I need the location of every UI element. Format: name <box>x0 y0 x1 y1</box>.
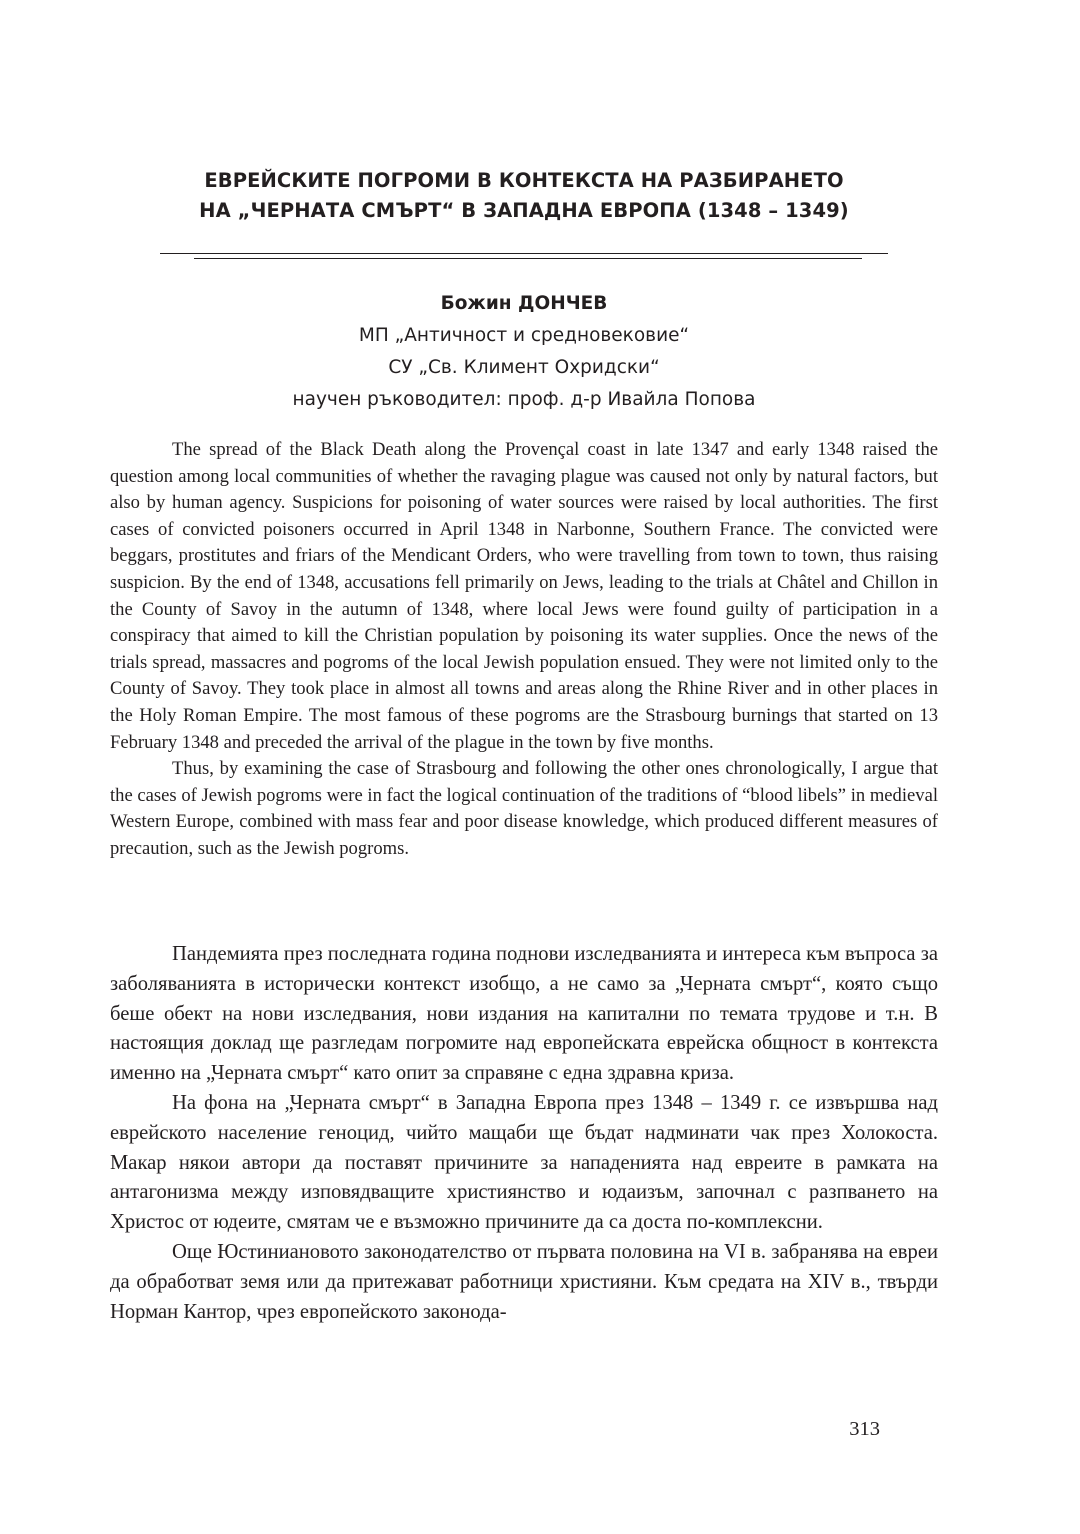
author-program: МП „Античност и средновековие“ <box>358 325 690 346</box>
author-university: СУ „Св. Климент Охридски“ <box>388 357 660 378</box>
author-name: Божин ДОНЧЕВ <box>440 293 608 314</box>
body-paragraph: Пандемията през последната година поднови изследванията и интереса към въпроса за заболяванията в исторически контекст изобщо, а не само за „Черната смърт“, която също беше обект на нови изследвания, нови издания на капитални по темата трудове и т.н. В настоящия доклад ще разгледам погромите над европейската еврейска общност в контекста именно на „Черната смърт“ като опит за справяне с една здравна криза. <box>110 943 938 1085</box>
title-divider-bottom <box>194 258 862 259</box>
author-block <box>110 288 938 416</box>
article-title <box>110 166 938 226</box>
title-divider-top <box>160 253 888 254</box>
abstract <box>110 437 938 863</box>
body-paragraph: На фона на „Черната смърт“ в Западна Европа през 1348 – 1349 г. се извършва над еврейското население геноцид, чийто мащаби ще бъдат надминати чак през Холокоста. Макар някои автори да поставят причините за нападенията над евреите в рамката на антагонизма между изповядващите християнство и юдаизъм, започнал с разпването на Христос от юдеите, смятам че е възможно причините да са доста по-комплексни. <box>110 1091 938 1234</box>
abstract-paragraph: The spread of the Black Death along the Provençal coast in late 1347 and early 1348 raised the question among local communities of whether the ravaging plague was caused not only by natural factors, but also by human agency. Suspicions for poisoning of water sources were raised by local authorities. The first cases of convicted poisoners occurred in April 1348 in Narbonne, Southern France. The convicted were beggars, prostitutes and friars of the Mendicant Orders, who were travelling from town to town, thus raising suspicion. By the end of 1348, accusations fell primarily on Jews, leading to the trials at Châtel and Chillon in the County of Savoy in the autumn of 1348, where local Jews were found guilty of participation in a conspiracy that aimed to kill the Christian population by poisoning its water supplies. Once the news of the trials spread, massacres and pogroms of the local Jewish population ensued. They were not limited only to the County of Savoy. They took place in almost all towns and areas along the Rhine River and in other places in the Holy Roman Empire. The most famous of these pogroms are the Strasbourg burnings that started on 13 February 1348 and preceded the arrival of the plague in the town by five months. <box>110 439 938 753</box>
body-paragraph: Още Юстиниановото законодателство от първата половина на VI в. забранява на евреи да обработват земя или да притежават работници християни. Към средата на XIV в., твърди Норман Кантор, чрез европейското законода- <box>110 1240 938 1323</box>
page-number: 313 <box>849 1418 880 1440</box>
article-body <box>110 940 938 1327</box>
author-supervisor: научен ръководител: проф. д-р Ивайла Попова <box>292 389 756 410</box>
title-line-1: ЕВРЕЙСКИТЕ ПОГРОМИ В КОНТЕКСТА НА РАЗБИРАНЕТО <box>204 169 844 192</box>
title-line-2: НА „ЧЕРНАТА СМЪРТ“ В ЗАПАДНА ЕВРОПА (1348 – 1349) <box>199 199 849 222</box>
abstract-paragraph: Thus, by examining the case of Strasbourg and following the other ones chronologically, I argue that the cases of Jewish pogroms were in fact the logical continuation of the traditions of “blood libels” in medieval Western Europe, combined with mass fear and poor disease knowledge, which produced different measures of precaution, such as the Jewish pogroms. <box>110 758 938 859</box>
